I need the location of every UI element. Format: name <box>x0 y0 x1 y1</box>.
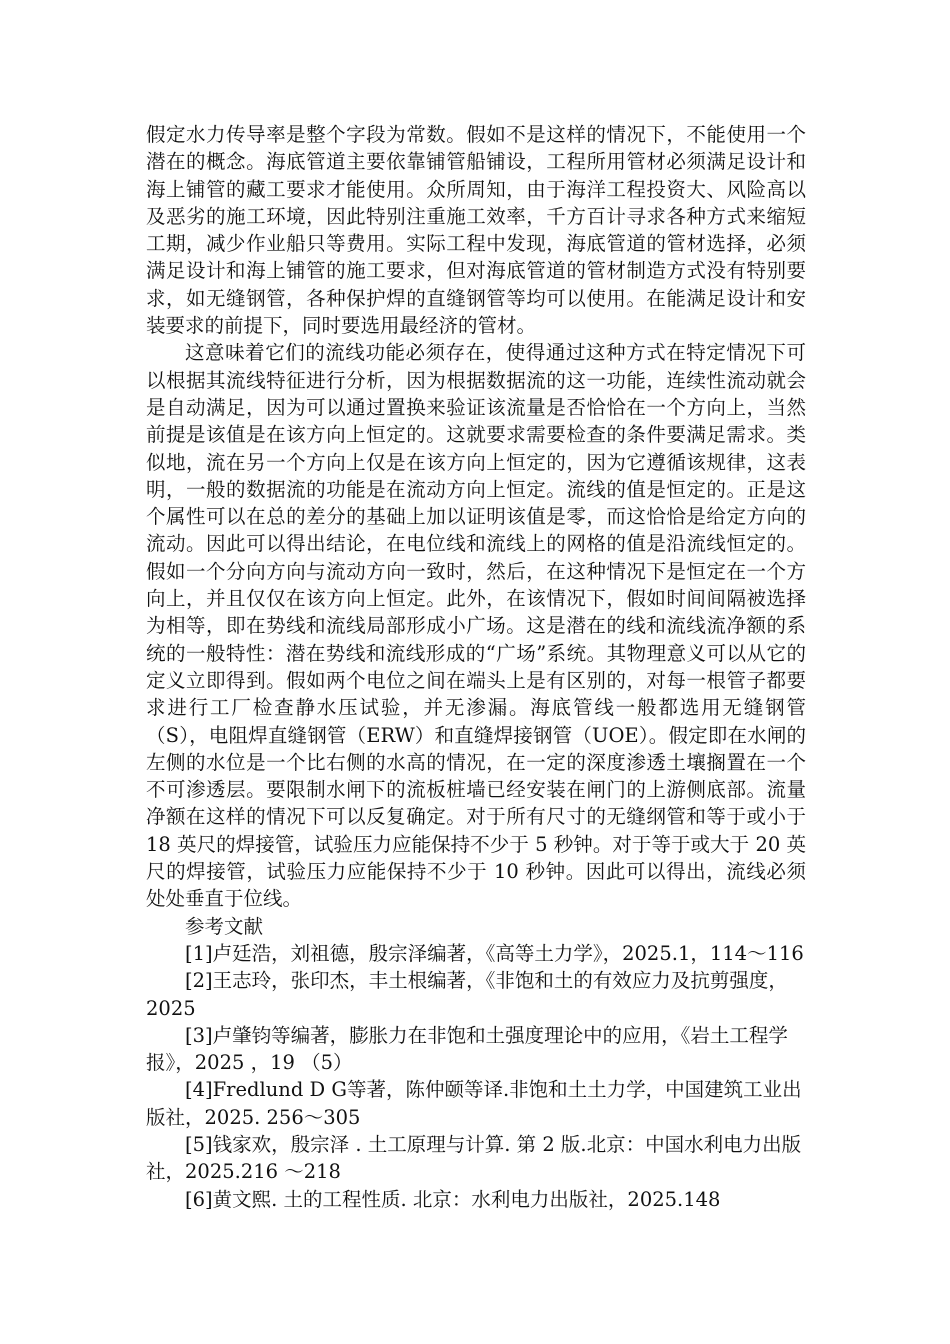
reference-item-5: [5]钱家欢，殷宗泽 . 土工原理与计算. 第 2 版.北京：中国水利电力出版社，2025.216 ～218 <box>146 1132 802 1184</box>
reference-item-1: [1]卢廷浩，刘祖德，殷宗泽编著，《高等土力学》，2025.1，114～116 <box>185 941 804 965</box>
reference-item-6: [6]黄文熙. 土的工程性质. 北京：水利电力出版社，2025.148 <box>185 1187 721 1211</box>
document-page <box>146 121 806 1213</box>
body-paragraph-2: 这意味着它们的流线功能必须存在，使得通过这种方式在特定情况下可以根据其流线特征进行分析，因为根据数据流的这一功能，连续性流动就会是自动满足，因为可以通过置换来验证该流量是否恰恰在一个方向上，当然前提是该值是在该方向上恒定的。这就要求需要检查的条件要满足需求。类似地，流在另一个方向上仅是在该方向上恒定的，因为它遵循该规律，这表明，一般的数据流的功能是在流动方向上恒定。流线的值是恒定的。正是这个属性可以在总的差分的基础上加以证明该值是零，而这恰恰是给定方向的流动。因此可以得出结论，在电位线和流线上的网格的值是沿流线恒定的。假如一个分向方向与流动方向一致时，然后，在这种情况下是恒定在一个方向上，并且仅仅在该方向上恒定。此外，在该情况下，假如时间间隔被选择为相等，即在势线和流线局部形成小广场。这是潜在的线和流线流净额的系统的一般特性：潜在势线和流线形成的“广场”系统。其物理意义可以从它的定义立即得到。假如两个电位之间在端头上是有区别的，对每一根管子都要求进行工厂检查静水压试验，并无渗漏。海底管线一般都选用无缝钢管（S），电阻焊直缝钢管（ERW）和直缝焊接钢管（UOE）。假定即在水闸的左侧的水位是一个比右侧的水高的情况，在一定的深度渗透土壤搁置在一个不可渗透层。要限制水闸下的流板桩墙已经安装在闸门的上游侧底部。流量净额在这样的情况下可以反复确定。对于所有尺寸的无缝纲管和等于或小于 18 英尺的焊接管，试验压力应能保持不少于 5 秒钟。对于等于或大于 20 英尺的焊接管，试验压力应能保持不少于 10 秒钟。因此可以得出，流线必须处处垂直于位线。 <box>146 341 806 911</box>
reference-item-3: [3]卢肇钧等编著，膨胀力在非饱和土强度理论中的应用，《岩土工程学报》，2025 ，19 （5） <box>146 1023 788 1075</box>
reference-item-2: [2]王志玲，张印杰，丰土根编著，《非饱和土的有效应力及抗剪强度，2025 <box>146 969 788 1020</box>
reference-item-4: [4]Fredlund D G等著，陈仲颐等译.非饱和土土力学，中国建筑工业出版社，2025. 256～305 <box>146 1078 802 1129</box>
references-heading: 参考文献 <box>185 914 264 938</box>
body-paragraph-1: 假定水力传导率是整个字段为常数。假如不是这样的情况下，不能使用一个潜在的概念。海底管道主要依靠铺管船铺设，工程所用管材必须满足设计和海上铺管的藏工要求才能使用。众所周知，由于海洋工程投资大、风险高以及恶劣的施工环境，因此特别注重施工效率，千方百计寻求各种方式来缩短工期，减少作业船只等费用。实际工程中发现，海底管道的管材选择，必须满足设计和海上铺管的施工要求，但对海底管道的管材制造方式没有特别要求，如无缝钢管，各种保护焊的直缝钢管等均可以使用。在能满足设计和安装要求的前提下，同时要选用最经济的管材。 <box>146 123 806 338</box>
